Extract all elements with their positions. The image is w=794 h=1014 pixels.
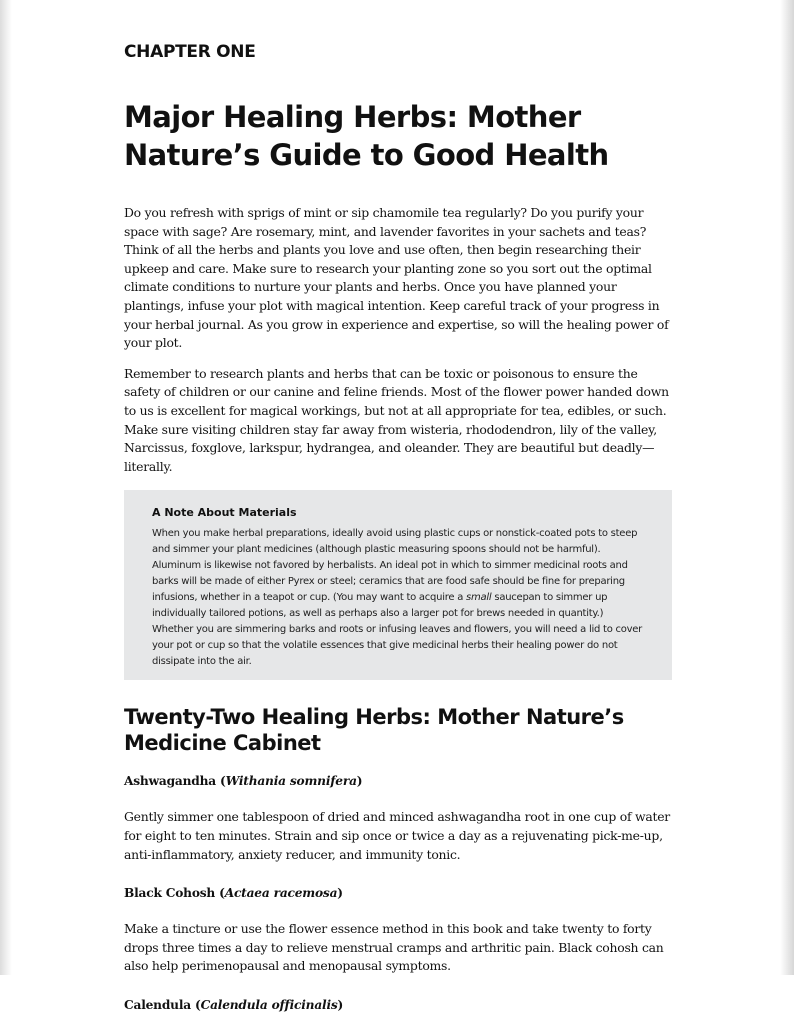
section-title: Twenty-Two Healing Herbs: Mother Nature’s Medicine Cabinet: [124, 705, 624, 756]
herb-description-black-cohosh: Make a tincture or use the flower essence method in this book and take twenty to forty drops three times a day to relieve menstrual cramps and arthritic pain. Black cohosh can also help perimenopausal and menopausal symptoms.: [124, 921, 664, 974]
herb-latin-name: Withania somnifera: [225, 774, 357, 789]
note-body-italic: small: [466, 592, 492, 604]
note-body-text-2: saucepan to simmer up individually tailored potions, as well as perhaps also a larger pot for brews needed in quantity.) Whether you are simmering barks and roots or infusing leaves and flowers, you will need a lid to cover your pot or cup so that the volatile essences that give medicinal herbs their healing power do not dissipate into the air.: [152, 592, 643, 668]
herb-heading-ashwagandha: Ashwagandha (Withania somnifera): [124, 774, 363, 789]
herb-heading-calendula: Calendula (Calendula officinalis): [124, 997, 344, 1012]
intro-paragraph-2: Remember to research plants and herbs that can be toxic or poisonous to ensure the safety of children or our canine and feline friends. Most of the flower power handed down to us is excellent for magical workings, but not at all appropriate for tea, edibles, or such. Make sure visiting children stay far away from wisteria, rhododendron, lily of the valley, Narcissus, foxglove, larkspur, hydrangea, and oleander. They are beautiful but deadly—literally.: [124, 365, 669, 474]
intro-paragraph-1: Do you refresh with sprigs of mint or sip chamomile tea regularly? Do you purify your space with sage? Are rosemary, mint, and lavender favorites in your sachets and teas? Think of all the herbs and plants you love and use often, then begin researching their upkeep and care. Make sure to research your planting zone so you sort out the optimal climate conditions to nurture your plants and herbs. Once you have planned your plantings, infuse your plot with magical intention. Keep careful track of your progress in your herbal journal. As you grow in experience and expertise, so will the healing power of your plot.: [124, 205, 669, 351]
herb-heading-black-cohosh: Black Cohosh (Actaea racemosa): [124, 886, 343, 901]
chapter-title: Major Healing Herbs: Mother Nature’s Guide to Good Health: [124, 100, 609, 172]
herb-common-name: Ashwagandha: [124, 774, 216, 789]
note-body: [152, 526, 644, 670]
note-body-text-1: When you make herbal preparations, ideally avoid using plastic cups or nonstick-coated pots to steep and simmer your plant medicines (although plastic measuring spoons should not be harmful). Aluminum is likewise not favored by herbalists. An ideal pot in which to simmer medicinal roots and barks will be made of either Pyrex or steel; ceramics that are food safe should be fine for preparing infusions, whether in a teapot or cup. (You may want to acquire a: [152, 528, 638, 604]
page-edge-right: [780, 0, 794, 975]
herb-latin-name: Calendula officinalis: [200, 997, 338, 1012]
chapter-label: CHAPTER ONE: [124, 42, 256, 62]
page-content: [124, 40, 672, 1014]
note-title: A Note About Materials: [152, 506, 297, 520]
herb-common-name: Black Cohosh: [124, 886, 216, 901]
herb-description-ashwagandha: Gently simmer one tablespoon of dried and minced ashwagandha root in one cup of water for eight to ten minutes. Strain and sip once or twice a day as a rejuvenating pick-me-up, anti-inflammatory, anxiety reducer, and immunity tonic.: [124, 809, 670, 862]
herb-common-name: Calendula: [124, 997, 191, 1012]
note-box: [124, 490, 672, 680]
page-edge-left: [0, 0, 12, 975]
herb-latin-name: Actaea racemosa: [224, 886, 338, 901]
